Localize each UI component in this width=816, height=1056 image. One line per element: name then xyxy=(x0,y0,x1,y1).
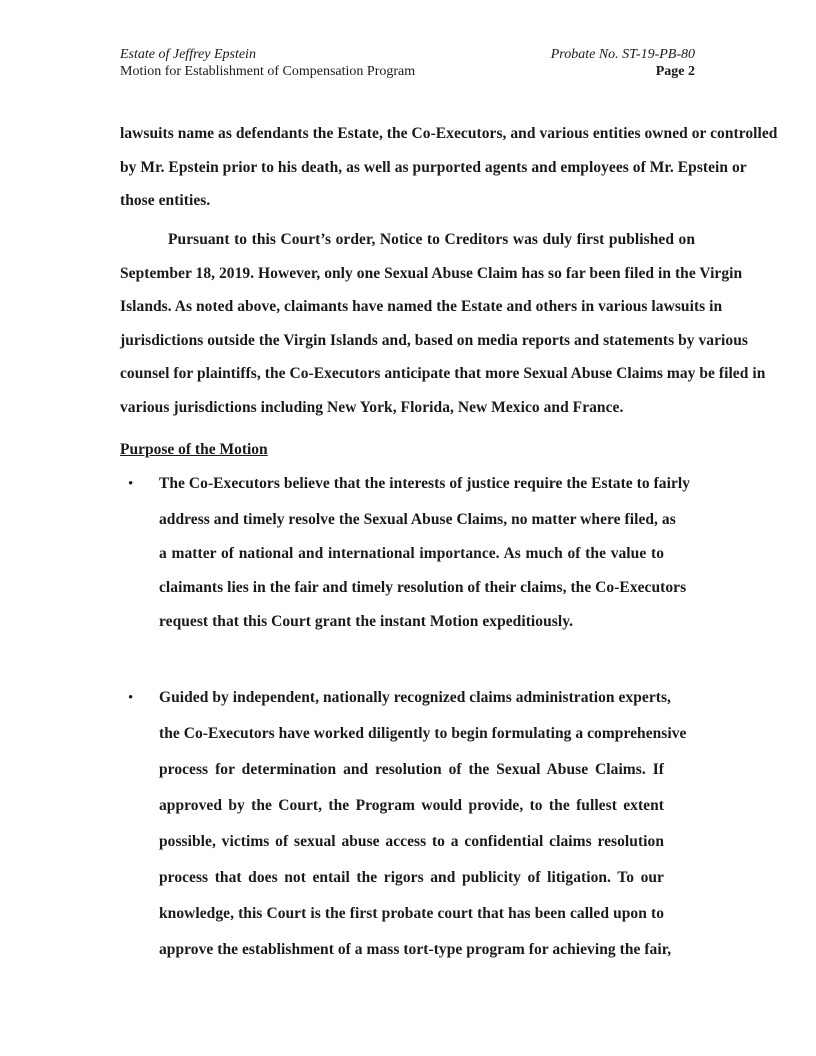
text-line: approve the establishment of a mass tort-type program for achieving the fair, xyxy=(159,941,672,958)
text-line: by Mr. Epstein prior to his death, as well as purported agents and employees of Mr. Epstein or xyxy=(120,159,747,176)
text-line: process for determination and resolution of the Sexual Abuse Claims. If xyxy=(159,761,664,778)
text-line: The Co-Executors believe that the interests of justice require the Estate to fairly xyxy=(159,475,691,492)
text-line: approved by the Court, the Program would provide, to the fullest extent xyxy=(159,797,664,814)
text-line: a matter of national and international importance. As much of the value to xyxy=(159,545,664,562)
text-line: address and timely resolve the Sexual Abuse Claims, no matter where filed, as xyxy=(159,511,676,528)
text-line: claimants lies in the fair and timely resolution of their claims, the Co-Executors xyxy=(159,579,687,596)
text-line: those entities. xyxy=(120,192,211,209)
text-line: jurisdictions outside the Virgin Islands and, based on media reports and statements by various xyxy=(120,332,748,349)
text-line: counsel for plaintiffs, the Co-Executors anticipate that more Sexual Abuse Claims may be filed in xyxy=(120,365,766,382)
header-page-number: Page 2 xyxy=(655,64,695,79)
text-line: request that this Court grant the instant Motion expeditiously. xyxy=(159,613,574,630)
bullet-icon: • xyxy=(128,690,134,706)
bullet-icon: • xyxy=(128,476,134,492)
section-heading: Purpose of the Motion xyxy=(120,441,268,458)
text-line: September 18, 2019. However, only one Sexual Abuse Claim has so far been filed in the Virgin xyxy=(120,265,743,282)
text-line: various jurisdictions including New York, Florida, New Mexico and France. xyxy=(120,399,624,416)
text-line: process that does not entail the rigors and publicity of litigation. To our xyxy=(159,869,664,886)
header-case-title: Estate of Jeffrey Epstein xyxy=(120,47,256,62)
header-document-title: Motion for Establishment of Compensation Program xyxy=(120,64,416,79)
text-line: the Co-Executors have worked diligently to begin formulating a comprehensive xyxy=(159,725,687,742)
text-line: Guided by independent, nationally recognized claims administration experts, xyxy=(159,689,671,706)
text-line: lawsuits name as defendants the Estate, the Co-Executors, and various entities owned or controlled xyxy=(120,125,778,142)
text-line: Islands. As noted above, claimants have named the Estate and others in various lawsuits in xyxy=(120,298,723,315)
text-line: Pursuant to this Court’s order, Notice to Creditors was duly first published on xyxy=(168,231,695,248)
header-probate-number: Probate No. ST-19-PB-80 xyxy=(550,47,695,62)
text-line: knowledge, this Court is the first probate court that has been called upon to xyxy=(159,905,664,922)
text-line: possible, victims of sexual abuse access to a confidential claims resolution xyxy=(159,833,664,850)
